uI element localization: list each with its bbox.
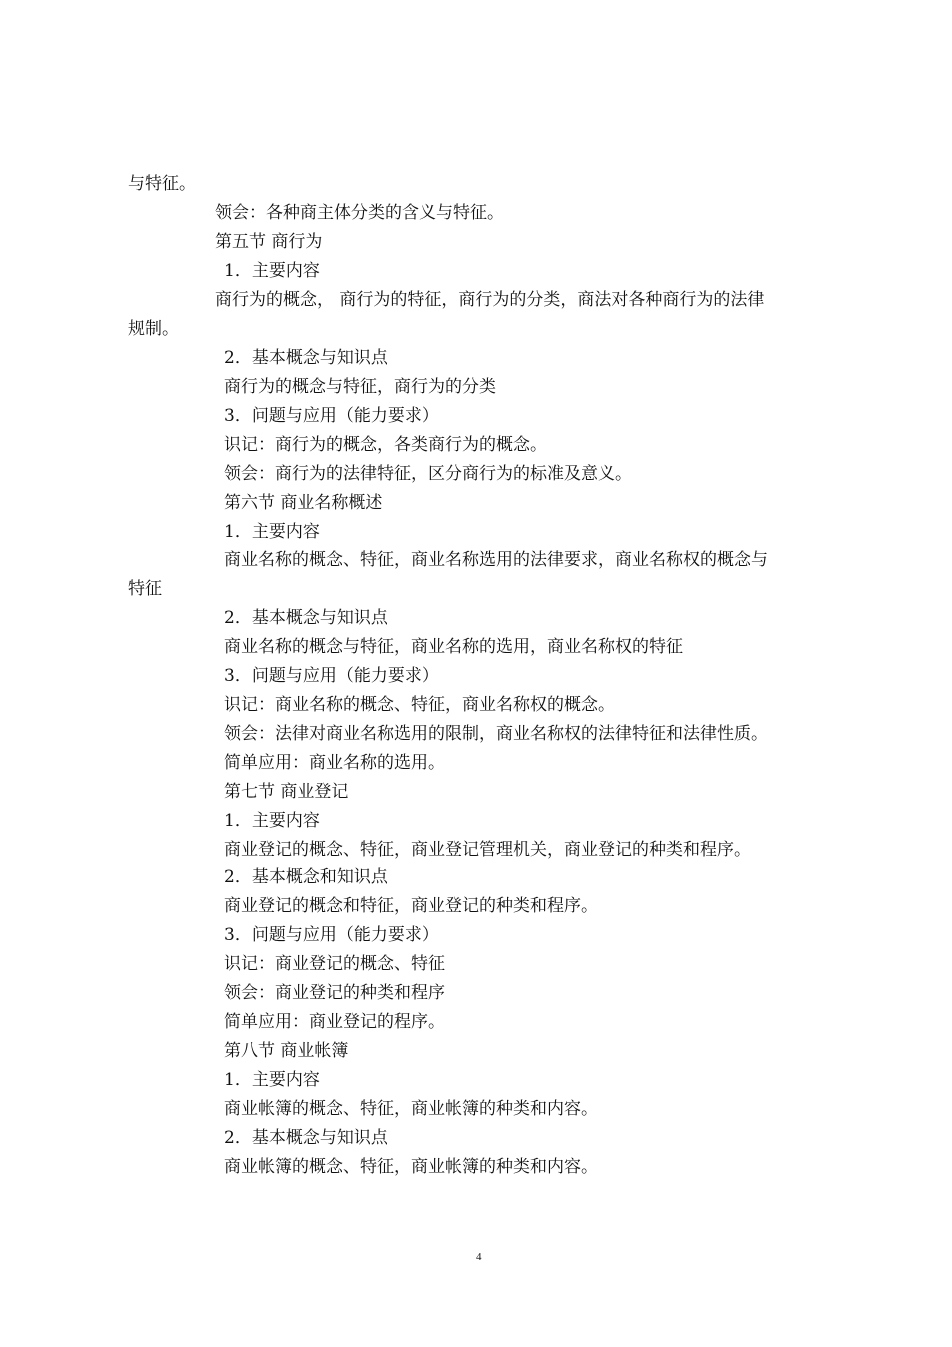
text-line: 简单应用：商业名称的选用。: [224, 753, 445, 773]
subsection-heading: 2．基本概念与知识点: [224, 1128, 388, 1148]
text-line: 领会：商业登记的种类和程序: [224, 983, 445, 1003]
section-heading: 第五节 商行为: [215, 232, 323, 252]
text-line: 商行为的概念与特征，商行为的分类: [224, 377, 496, 397]
text-line: 简单应用：商业登记的程序。: [224, 1012, 445, 1032]
text-line: 规制。: [128, 319, 179, 339]
section-heading: 第七节 商业登记: [224, 782, 349, 802]
text-line: 与特征。: [128, 174, 196, 194]
section-heading: 第八节 商业帐簿: [224, 1041, 349, 1061]
subsection-heading: 1．主要内容: [224, 261, 320, 281]
text-line: 识记：商业登记的概念、特征: [224, 954, 445, 974]
subsection-heading: 3．问题与应用（能力要求）: [224, 666, 439, 686]
text-line: 商业帐簿的概念、特征，商业帐簿的种类和内容。: [224, 1157, 598, 1177]
text-line: 商业帐簿的概念、特征，商业帐簿的种类和内容。: [224, 1099, 598, 1119]
text-line: 商业名称的概念、特征，商业名称选用的法律要求，商业名称权的概念与: [224, 550, 768, 570]
subsection-heading: 2．基本概念和知识点: [224, 867, 388, 887]
subsection-heading: 3．问题与应用（能力要求）: [224, 406, 439, 426]
subsection-heading: 1．主要内容: [224, 811, 320, 831]
section-heading: 第六节 商业名称概述: [224, 493, 383, 513]
text-line: 识记：商业名称的概念、特征，商业名称权的概念。: [224, 695, 615, 715]
page-number: 4: [476, 1251, 482, 1263]
subsection-heading: 2．基本概念与知识点: [224, 608, 388, 628]
text-line: 商业登记的概念、特征，商业登记管理机关，商业登记的种类和程序。: [224, 840, 751, 860]
text-line: 商业登记的概念和特征，商业登记的种类和程序。: [224, 896, 598, 916]
text-line: 领会：各种商主体分类的含义与特征。: [215, 203, 504, 223]
text-line: 领会：商行为的法律特征，区分商行为的标准及意义。: [224, 464, 632, 484]
text-line: 特征: [128, 579, 162, 599]
text-line: 领会：法律对商业名称选用的限制，商业名称权的法律特征和法律性质。: [224, 724, 768, 744]
text-line: 识记：商行为的概念，各类商行为的概念。: [224, 435, 547, 455]
subsection-heading: 2．基本概念与知识点: [224, 348, 388, 368]
text-line: 商业名称的概念与特征，商业名称的选用，商业名称权的特征: [224, 637, 683, 657]
subsection-heading: 3．问题与应用（能力要求）: [224, 925, 439, 945]
text-line: 商行为的概念， 商行为的特征，商行为的分类，商法对各种商行为的法律: [215, 290, 765, 310]
subsection-heading: 1．主要内容: [224, 522, 320, 542]
subsection-heading: 1．主要内容: [224, 1070, 320, 1090]
